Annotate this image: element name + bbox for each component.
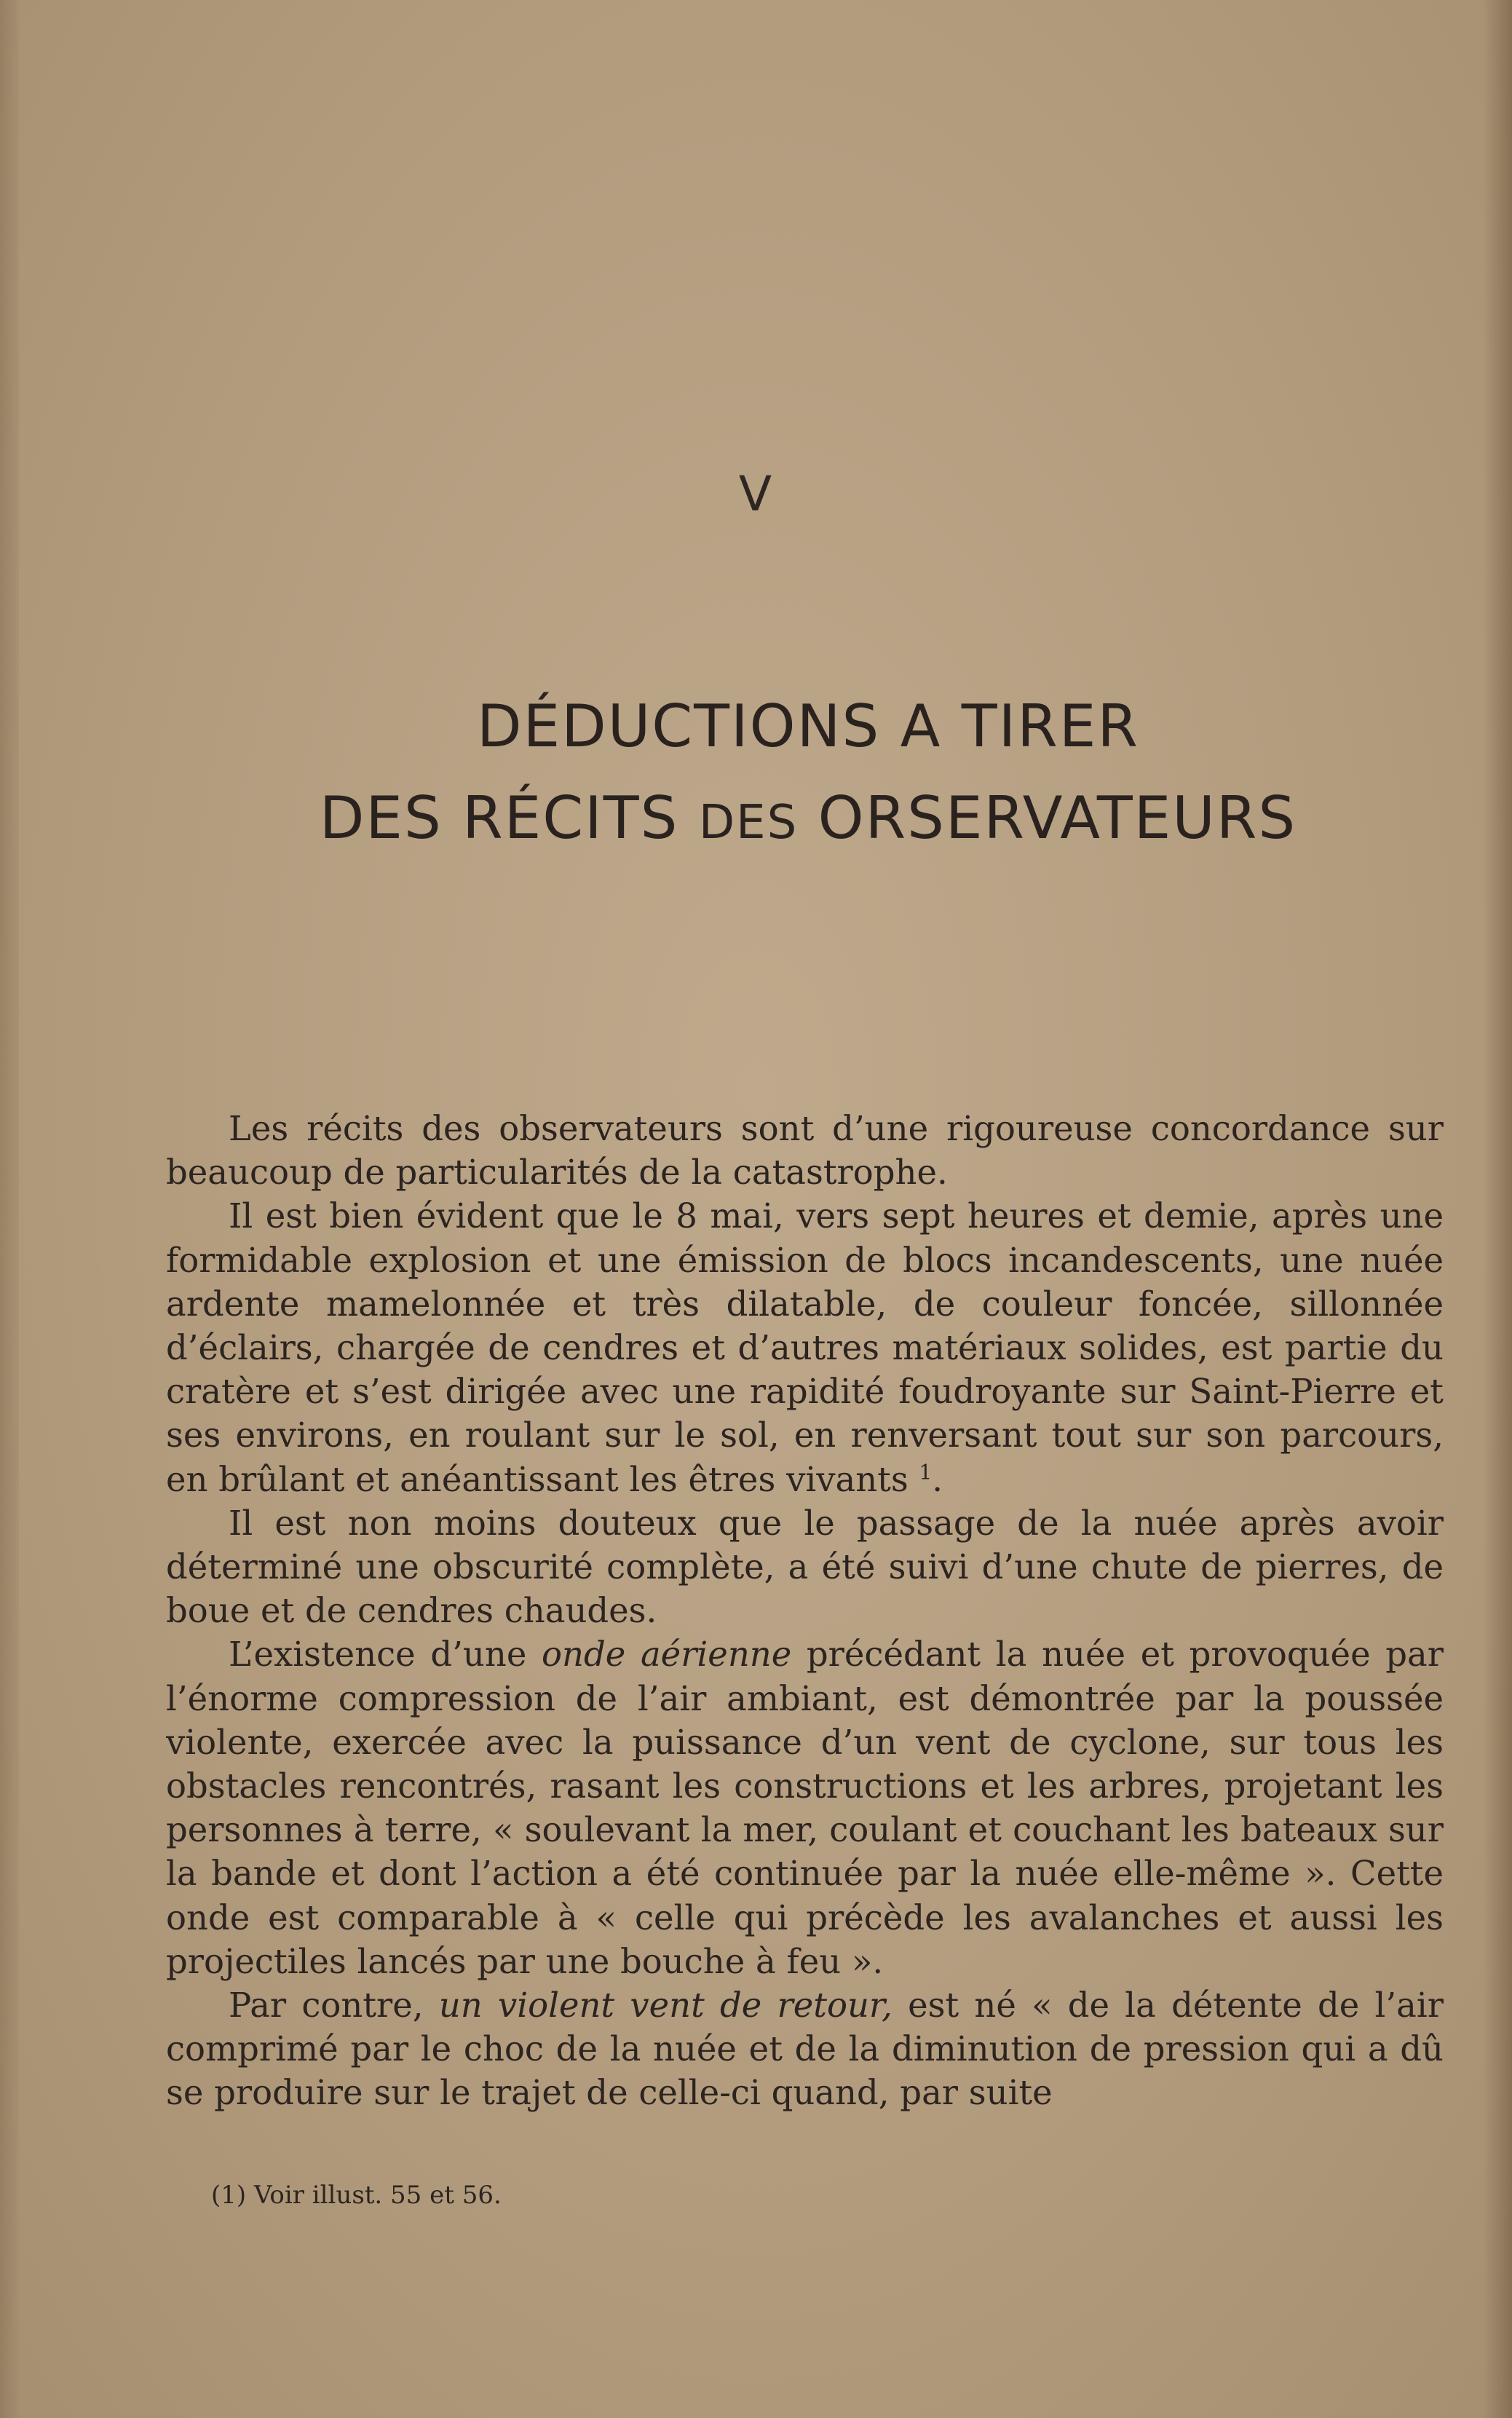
footnote-reference: 1	[919, 1460, 933, 1485]
paragraph-4	[166, 1632, 1444, 1983]
body-text	[166, 1107, 1444, 2115]
page-right-edge	[1483, 0, 1512, 2418]
paragraph-5-rest: est né « de la détente de l’air comprimé par le choc de la nuée et de la diminution de pression qui a dû se produire sur le trajet de celle-ci quand, par suite	[166, 1986, 1444, 2113]
paragraph-2-text: Il est bien évident que le 8 mai, vers sept heures et demie, après une formidable explosion et une émission de blocs incandescents, une nuée ardente mamelonnée et très dilatable, de couleur foncée, sillonnée d’éclairs, chargée de cendres et d’autres matériaux solides, est partie du cratère et s’est dirigée avec une rapidité foudroyante sur Saint-Pierre et ses environs, en roulant sur le sol, en renversant tout sur son parcours, en brûlant et anéantissant les êtres vivants	[166, 1196, 1444, 1499]
paragraph-5	[166, 1983, 1444, 2115]
chapter-title-line-2-part-b: DES	[698, 796, 799, 850]
paragraph-4-italic: onde aérienne	[542, 1635, 792, 1675]
paragraph-1: Les récits des observateurs sont d’une rigoureuse concordance sur beaucoup de particularités de la catastrophe.	[166, 1109, 1444, 1193]
paragraph-5-start: Par contre,	[229, 1986, 439, 2026]
chapter-number: V	[738, 466, 774, 522]
chapter-title-line-2-part-c: ORSERVATEURS	[818, 784, 1297, 852]
chapter-title-line-2	[189, 773, 1427, 869]
chapter-title-line-1: DÉDUCTIONS A TIRER	[477, 692, 1139, 760]
paragraph-4-start: L’existence d’une	[229, 1635, 542, 1675]
paragraph-3: Il est non moins douteux que le passage de la nuée après avoir déterminé une obscurité complète, a été suivi d’une chute de pierres, de boue et de cendres chaudes.	[166, 1503, 1444, 1631]
footnote: (1) Voir illust. 55 et 56.	[211, 2181, 502, 2210]
page-left-edge	[0, 0, 19, 2418]
paragraph-2	[166, 1194, 1444, 1501]
paragraph-2-end: .	[932, 1459, 943, 1499]
chapter-title	[189, 681, 1427, 869]
chapter-title-line-2-part-a: DES RÉCITS	[319, 784, 679, 852]
paragraph-4-rest: précédant la nuée et provoquée par l’énorme compression de l’air ambiant, est démontrée par la poussée violente, exercée avec la puissance d’un vent de cyclone, sur tous les obstacles rencontrés, rasant les constructions et les arbres, projetant les personnes à terre, « soulevant la mer, coulant et couchant les bateaux sur la bande et dont l’action a été continuée par la nuée elle-même ». Cette onde est comparable à « celle qui précède les avalanches et aussi les projectiles lancés par une bouche à feu ».	[166, 1635, 1444, 1981]
paragraph-5-italic: un violent vent de retour,	[438, 1986, 892, 2026]
